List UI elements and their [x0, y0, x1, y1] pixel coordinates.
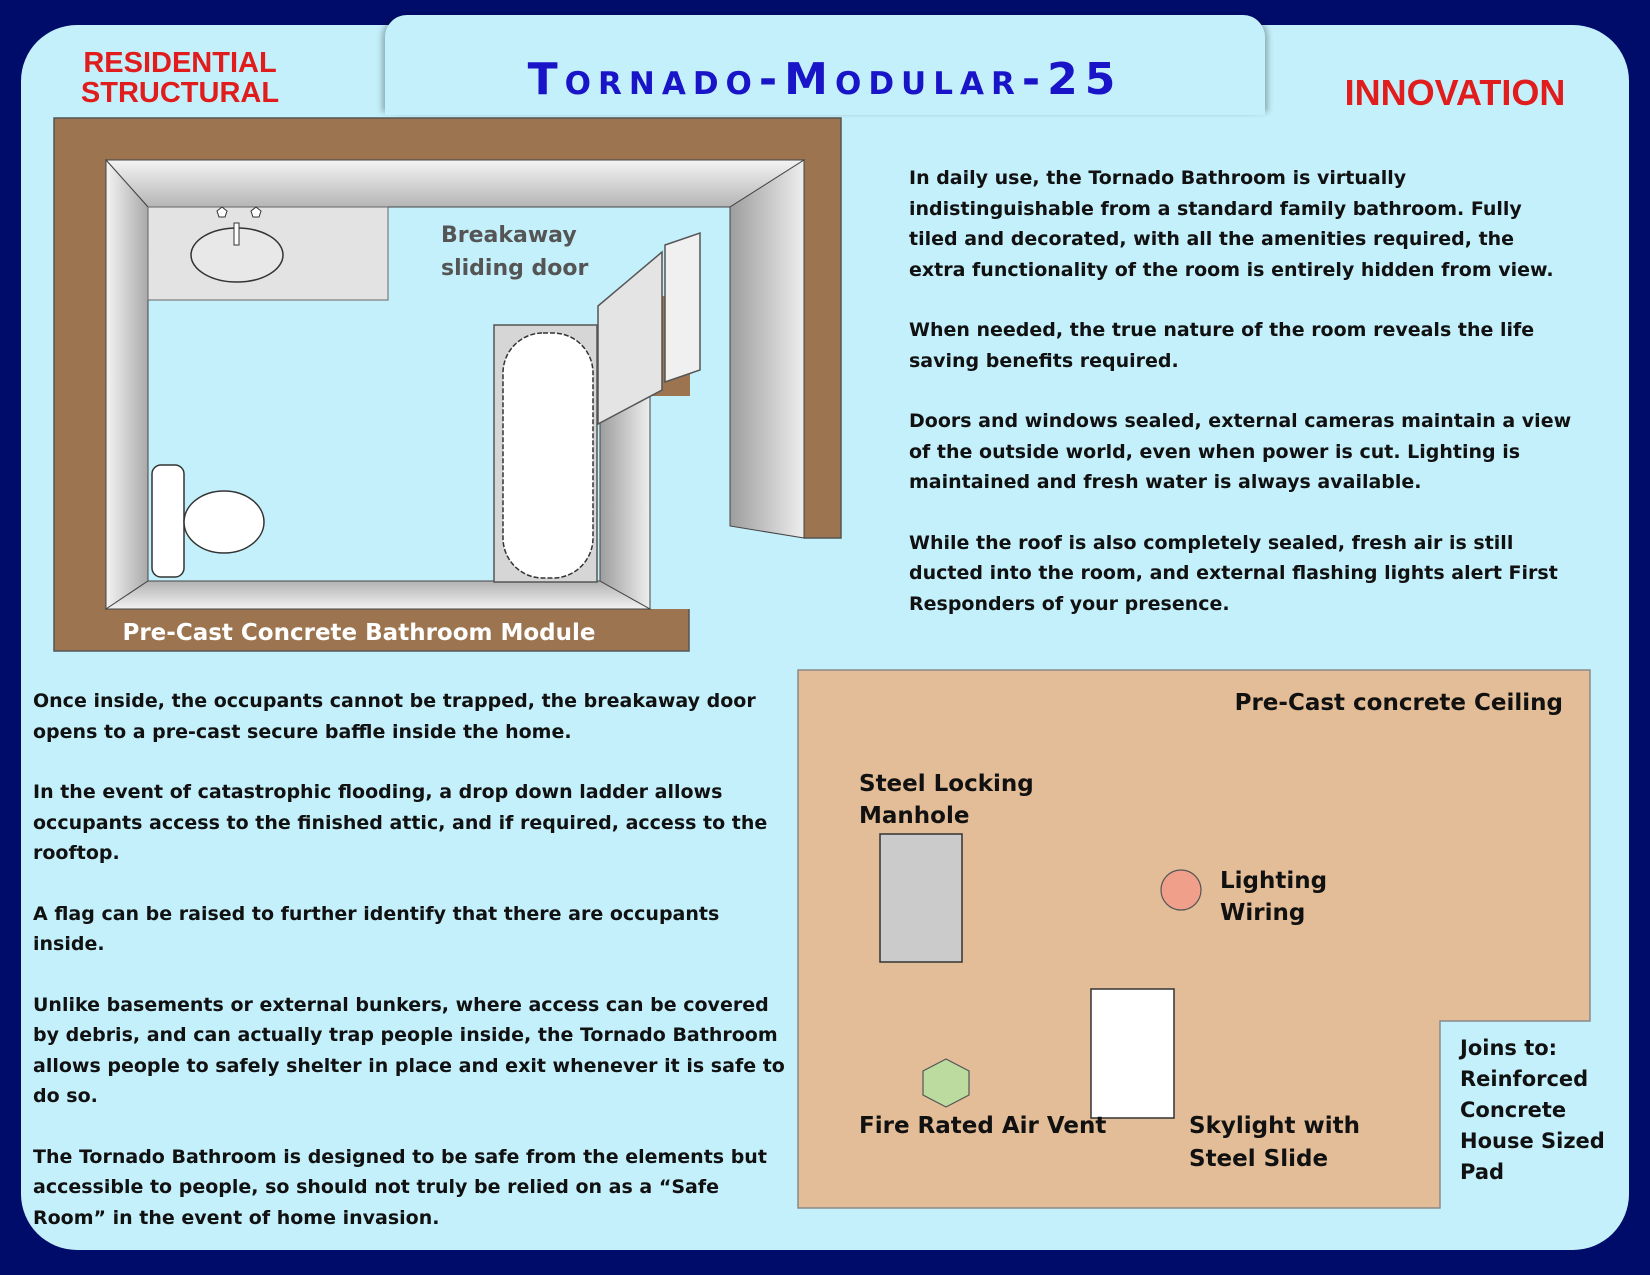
paragraph: The Tornado Bathroom is designed to be safe from the elements but accessible to people, so should not truly be relied on as a “Safe Room” in the event of home invasion. [33, 1145, 767, 1229]
joins-label-line4: House Sized [1460, 1129, 1605, 1153]
lighting-wiring-marker [1161, 870, 1201, 910]
manhole-label-line2: Manhole [859, 803, 970, 829]
joins-label-line5: Pad [1460, 1160, 1505, 1184]
joins-label-line2: Reinforced [1460, 1067, 1589, 1091]
page-title: Tornado-Modular-25 [527, 54, 1123, 105]
floorplan-caption: Pre-Cast Concrete Bathroom Module [122, 620, 596, 646]
joins-label-line3: Concrete [1460, 1098, 1567, 1122]
toilet-tank [152, 465, 184, 577]
residential-structural-label: RESIDENTIAL STRUCTURAL [80, 47, 280, 110]
manhole-label-line1: Steel Locking [859, 771, 1034, 797]
innovation-label: INNOVATION [1344, 72, 1566, 113]
air-vent-label: Fire Rated Air Vent [859, 1113, 1107, 1139]
toilet-bowl [184, 491, 264, 553]
joins-label-line1: Joins to: [1460, 1036, 1558, 1060]
inner-wall-right-upper [730, 160, 804, 538]
paragraph: In the event of catastrophic flooding, a drop down ladder allows occupants access to the finished attic, and if required, access to the rooftop. [33, 781, 768, 864]
inner-wall-bottom [106, 581, 650, 609]
faucet [234, 223, 239, 245]
skylight-label-line2: Steel Slide [1189, 1146, 1329, 1172]
breakaway-door-panel-back [665, 233, 700, 382]
inner-wall-top [106, 160, 804, 207]
skylight-label-line1: Skylight with [1189, 1113, 1360, 1139]
paragraph: In daily use, the Tornado Bathroom is virtually indistinguishable from a standard family bathroom. Fully tiled and decorated, with all the amenities required, the extra functionality of the room is entirely hidden from view. [909, 167, 1554, 281]
lighting-label-line1: Lighting [1220, 868, 1328, 894]
door-label-line1: Breakaway [441, 223, 577, 248]
paragraph: Doors and windows sealed, external cameras maintain a view of the outside world, even when power is cut. Lighting is maintained and fresh water is always available. [909, 410, 1572, 493]
paragraph: A flag can be raised to further identify that there are occupants inside. [33, 902, 720, 955]
paragraph: Once inside, the occupants cannot be trapped, the breakaway door opens to a pre-cast secure baffle inside the home. [33, 690, 756, 743]
paragraph: While the roof is also completely sealed, fresh air is still ducted into the room, and external flashing lights alert First Responders of your presence. [909, 531, 1558, 615]
paragraph: Unlike basements or external bunkers, where access can be covered by debris, and can actually trap people inside, the Tornado Bathroom allows people to safely shelter in place and exit whenever it is safe to do so. [33, 993, 785, 1107]
manhole [880, 834, 962, 962]
lighting-label-line2: Wiring [1220, 900, 1306, 926]
ceiling-plan [798, 670, 1605, 1208]
door-label-line2: sliding door [441, 256, 589, 281]
skylight [1091, 989, 1174, 1118]
bathroom-floorplan [54, 118, 841, 651]
ceiling-title: Pre-Cast concrete Ceiling [1234, 690, 1563, 716]
bathtub-basin [503, 333, 593, 578]
paragraph: When needed, the true nature of the room reveals the life saving benefits required. [909, 319, 1535, 372]
inner-wall-right-lower [600, 392, 650, 609]
description-right [909, 163, 1574, 649]
description-left [33, 686, 793, 1263]
inner-wall-left [106, 160, 148, 609]
